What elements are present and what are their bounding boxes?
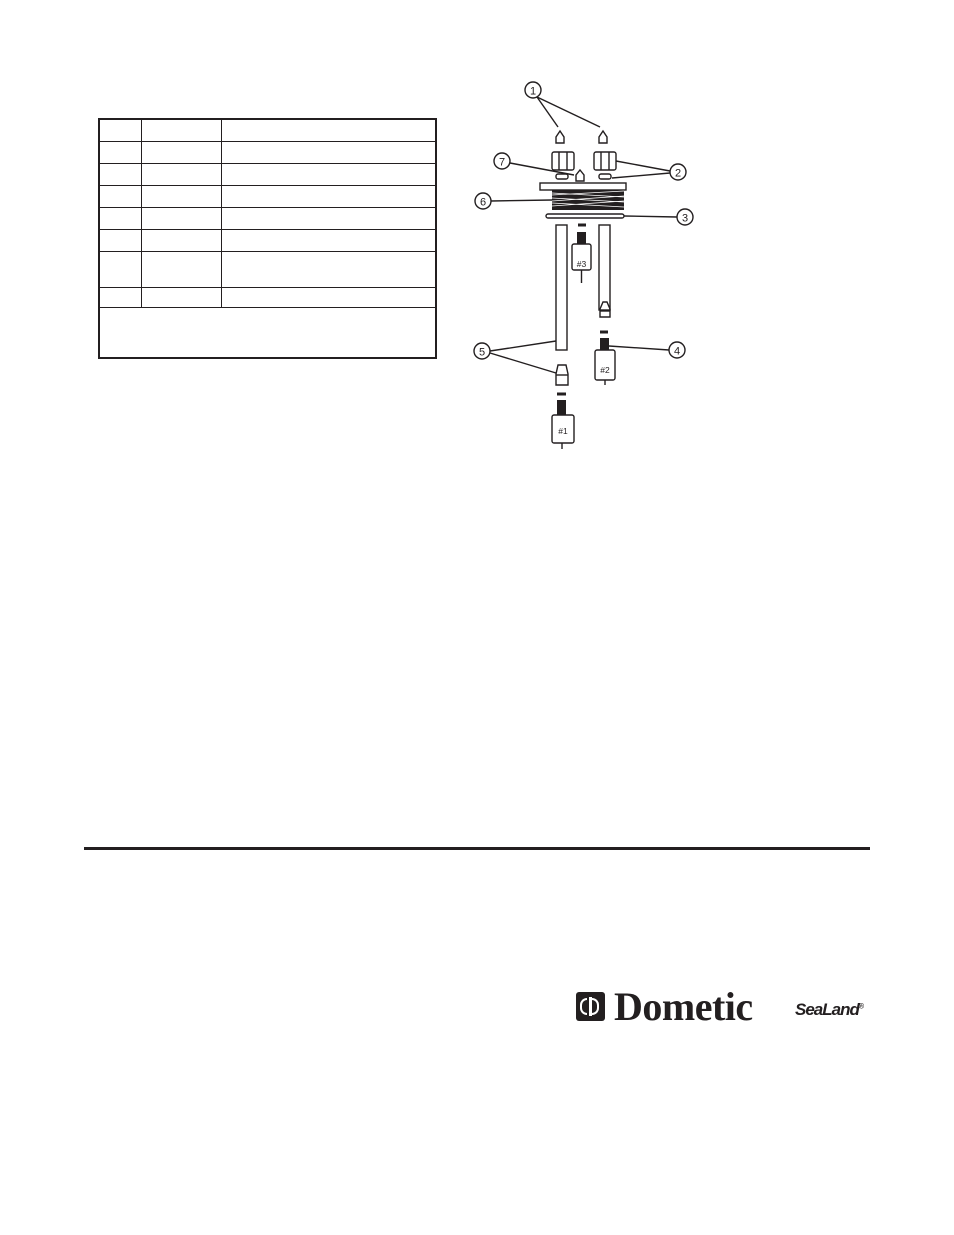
table-header-row — [100, 120, 435, 142]
cap-right — [599, 131, 607, 143]
gasket — [546, 214, 624, 218]
parts-table — [98, 118, 437, 359]
callout-2 — [612, 161, 686, 180]
callout-5 — [474, 341, 556, 373]
svg-text:7: 7 — [498, 156, 506, 169]
svg-text:#3: #3 — [576, 259, 587, 269]
table-row — [100, 163, 435, 186]
cap-left — [556, 131, 564, 143]
table-col-divider — [141, 120, 142, 307]
callout-6 — [475, 193, 552, 209]
table-row — [100, 185, 435, 208]
table-row — [100, 251, 435, 288]
sensor-2 — [595, 332, 615, 385]
table-row — [100, 287, 435, 308]
callout-7 — [494, 153, 574, 175]
svg-text:2: 2 — [674, 167, 682, 180]
nut-left — [552, 152, 574, 170]
table-col-divider — [221, 120, 222, 307]
svg-text:1: 1 — [529, 85, 537, 98]
callout-1 — [525, 82, 600, 127]
brand-name: Dometic — [614, 984, 753, 1029]
dometic-mark-icon — [576, 992, 605, 1021]
threaded-body — [552, 190, 624, 210]
fitting-left — [556, 365, 568, 385]
svg-text:#2: #2 — [600, 365, 610, 375]
nut-right — [594, 152, 616, 170]
tube-left — [556, 225, 567, 350]
svg-text:3: 3 — [681, 212, 689, 225]
table-row — [100, 141, 435, 164]
table-row — [100, 207, 435, 230]
ferrule-right — [599, 174, 611, 179]
footer-divider — [84, 847, 870, 850]
table-row — [100, 229, 435, 252]
sensor-3 — [572, 225, 591, 283]
callout-4 — [609, 342, 685, 358]
svg-text:#1: #1 — [558, 426, 568, 436]
brand-logo — [574, 985, 874, 1030]
ferrule-left — [556, 174, 568, 179]
tube-right — [599, 225, 610, 310]
callout-3 — [624, 209, 693, 225]
brand-sub: SeaLand® — [795, 1000, 864, 1019]
svg-text:5: 5 — [478, 346, 486, 359]
sensor-1 — [552, 394, 574, 449]
exploded-parts-diagram — [460, 75, 700, 455]
svg-text:6: 6 — [479, 196, 487, 209]
svg-text:4: 4 — [673, 345, 681, 358]
vent-fitting — [576, 170, 584, 181]
flange-plate — [540, 183, 626, 190]
